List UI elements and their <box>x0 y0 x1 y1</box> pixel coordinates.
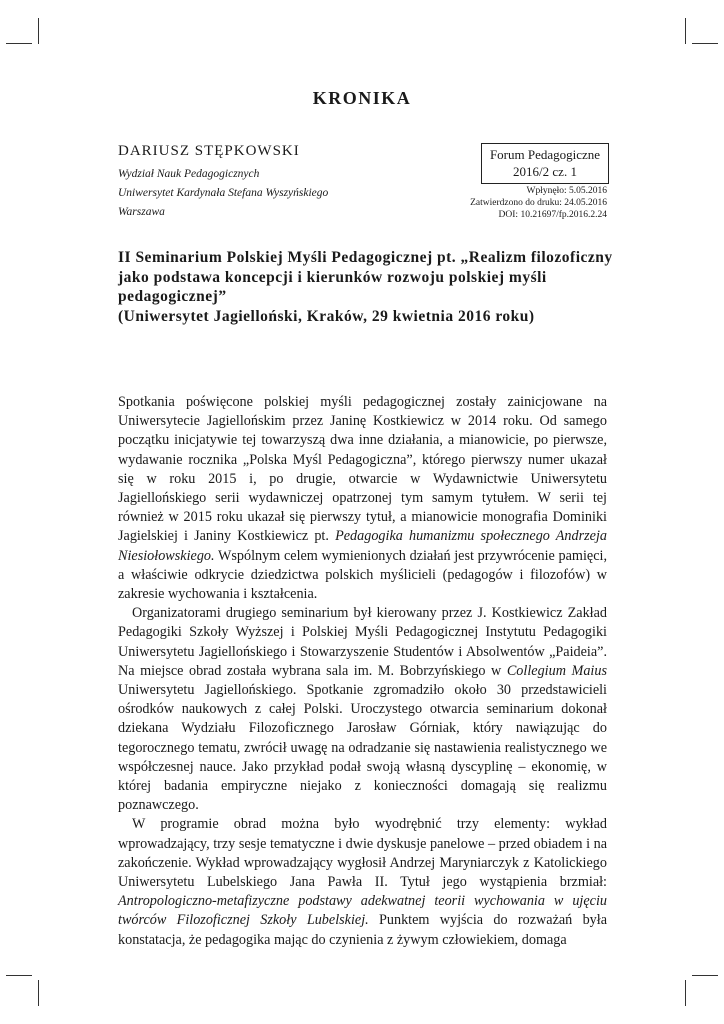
author-affiliation-line: Uniwersytet Kardynała Stefana Wyszyńskiego <box>118 187 329 199</box>
crop-mark-bottom-left <box>6 975 32 976</box>
crop-mark-bottom-right <box>685 980 686 1006</box>
paragraph-text: Wspólnym celem wymienionych działań jest przywrócenie pamięci, a właściwie odkrycie dziedzictwa polskich myślicieli (pedagogów i filozofów) w zakresie wychowania i kształcenia. <box>118 547 607 603</box>
crop-mark-top-left <box>6 43 32 44</box>
article-title: II Seminarium Polskiej Myśli Pedagogicznej pt. „Realizm filozoficzny jako podstawa koncepcji i kierunków rozwoju polskiej myśli pedagogicznej” <box>118 249 613 305</box>
journal-box <box>481 143 609 184</box>
crop-mark-bottom-right <box>692 975 718 976</box>
author-affiliation-line: Wydział Nauk Pedagogicznych <box>118 168 260 180</box>
doi: DOI: 10.21697/fp.2016.2.24 <box>498 210 607 220</box>
journal-issue: 2016/2 cz. 1 <box>513 164 577 179</box>
paragraph-text: Spotkania poświęcone polskiej myśli pedagogicznej zostały zainicjowane na Uniwersytecie Jagiellońskim przez Janinę Kostkiewicz w 2014 roku. Od samego początku inicjatywie tej towarzyszą dwa inne działania, a mianowicie, po pierwsze, wydawanie rocznika „Polska Myśl Pedagogiczna”, którego pierwszy numer ukazał się w roku 2015 i, po drugie, otwarcie w Wydawnictwie Uniwersytetu Jagiellońskiego serii wydawniczej opatrzonej tym samym tytułem. W serii tej również w 2015 roku ukazał się pierwszy tytuł, a mianowicie monografia Dominiki Jagielskiej i Janiny Kostkiewicz pt. <box>118 394 607 545</box>
accepted-date: Zatwierdzono do druku: 24.05.2016 <box>470 198 607 208</box>
article-body <box>118 393 607 950</box>
paragraph-text: Organizatorami drugiego seminarium był kierowany przez J. Kostkiewicz Zakład Pedagogiki Szkoły Wyższej i Polskiej Myśli Pedagogicznej Instytutu Pedagogiki Uniwersytetu Jagiellońskiego i Stowarzyszenie Studentów i Absolwentów „Paideia”. Na miejsce obrad została wybrana sala im. M. Bobrzyńskiego w <box>118 605 607 679</box>
article-subtitle: (Uniwersytet Jagielloński, Kraków, 29 kwietnia 2016 roku) <box>118 307 535 325</box>
paragraph-text: Uniwersytetu Jagiellońskiego. Spotkanie zgromadziło około 30 przedstawicieli ośrodków naukowych z całej Polski. Uroczystego otwarcia seminarium dokonał dziekana Wydziału Filozoficznego Jarosław Górniak, który nawiązując do tegorocznego tematu, zwrócił uwagę na odradzanie się nastawienia realistycznego we współczesnej nauce. Jako przykład podał swoją własną dyscyplinę – ekonomię, w której badania empiryczne niejako z konieczności domagają się realizmu poznawczego. <box>118 682 607 814</box>
paragraph-text: Punktem wyjścia do rozważań była konstatacja, że pedagogika mając do czynienia z żywym człowiekiem, domaga <box>118 912 607 948</box>
crop-mark-top-right <box>692 43 718 44</box>
body-paragraph <box>118 815 607 949</box>
author-affiliation-line: Warszawa <box>118 206 165 218</box>
body-paragraph <box>118 604 607 815</box>
section-title: KRONIKA <box>312 88 412 108</box>
publication-meta <box>470 185 607 221</box>
book-title: Pedagogika humanizmu społecznego Andrzeja Niesiołowskiego. <box>118 528 607 564</box>
crop-mark-top-right <box>685 18 686 44</box>
journal-name: Forum Pedagogiczne <box>489 147 601 162</box>
author-block <box>118 143 328 222</box>
crop-mark-bottom-left <box>38 980 39 1006</box>
lecture-title: Antropologiczno-metafizyczne podstawy adekwatnej teorii wychowania w ujęciu twórców Filozoficznej Szkoły Lubelskiej. <box>118 893 607 929</box>
article-title-block <box>118 248 618 326</box>
crop-mark-top-left <box>38 18 39 44</box>
body-paragraph <box>118 393 607 604</box>
paragraph-text: W programie obrad można było wyodrębnić trzy elementy: wykład wprowadzający, trzy sesje tematyczne i dwie dyskusje panelowe – przed obiadem i na zakończenie. Wykład wprowadzający wygłosił Andrzej Maryniarczyk z Katolickiego Uniwersytetu Lubelskiego Jana Pawła II. Tytuł jego wystąpienia brzmiał: <box>118 816 607 891</box>
author-name: DARIUSZ STĘPKOWSKI <box>118 143 300 159</box>
venue-name: Collegium Maius <box>506 662 607 679</box>
received-date: Wpłynęło: 5.05.2016 <box>526 186 607 196</box>
